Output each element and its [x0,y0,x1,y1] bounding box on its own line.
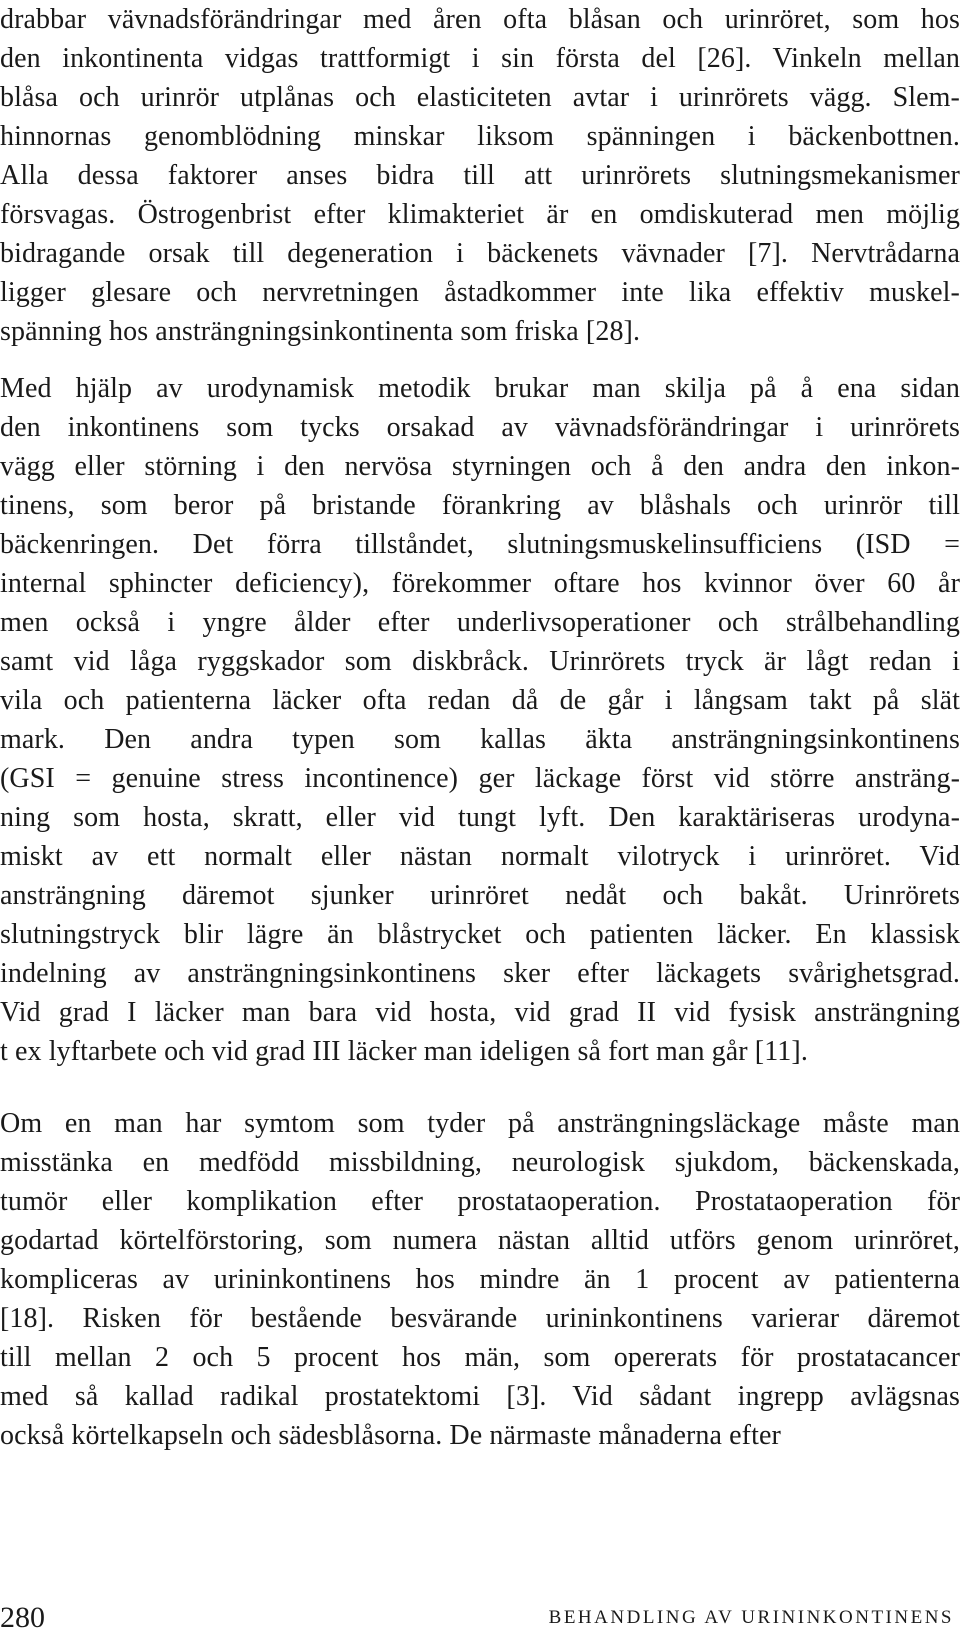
text-line: hinnornas genomblödning minskar liksom spänningen i bäckenbottnen. [0,121,960,152]
text-line: Om en man har symtom som tyder på ansträngningsläckage måste man [0,1108,960,1139]
text-line: indelning av ansträngningsinkontinens sker efter läckagets svårighetsgrad. [0,958,960,989]
text-line: försvagas. Östrogenbrist efter klimakteriet är en omdiskuterad men möjlig [0,199,960,230]
text-line: blåsa och urinrör utplånas och elasticiteten avtar i urinrörets vägg. Slem- [0,82,960,113]
text-line: internal sphincter deficiency), förekommer oftare hos kvinnor över 60 år [0,568,960,599]
text-line: t ex lyftarbete och vid grad III läcker man ideligen så fort man går [11]. [0,1036,808,1067]
text-line: men också i yngre ålder efter underlivsoperationer och strålbehandling [0,607,960,638]
paragraph-1 [0,0,960,351]
paragraph-3 [0,1104,960,1455]
text-line: den inkontinenta vidgas trattformigt i sin första del [26]. Vinkeln mellan [0,43,960,74]
text-line: misstänka en medfödd missbildning, neurologisk sjukdom, bäckenskada, [0,1147,960,1178]
text-line: (GSI = genuine stress incontinence) ger läckage först vid större ansträng- [0,763,960,794]
paragraph-2 [0,369,960,1071]
text-line: ning som hosta, skratt, eller vid tungt lyft. Den karaktäriseras urodyna- [0,802,960,833]
text-line: Vid grad I läcker man bara vid hosta, vid grad II vid fysisk ansträngning [0,997,960,1028]
text-line: tinens, som beror på bristande förankring av blåshals och urinrör till [0,490,960,521]
running-title: BEHANDLING AV URININKONTINENS [548,1607,954,1628]
text-line: också körtelkapseln och sädesblåsorna. De närmaste månaderna efter [0,1420,781,1451]
text-line: bidragande orsak till degeneration i bäckenets vävnader [7]. Nervtrådarna [0,238,960,269]
text-line: tumör eller komplikation efter prostataoperation. Prostataoperation för [0,1186,960,1217]
text-line: ansträngning däremot sjunker urinröret nedåt och bakåt. Urinrörets [0,880,960,911]
text-line: miskt av ett normalt eller nästan normalt vilotryck i urinröret. Vid [0,841,960,872]
text-line: kompliceras av urininkontinens hos mindre än 1 procent av patienterna [0,1264,960,1295]
text-line: Alla dessa faktorer anses bidra till att urinrörets slutningsmekanismer [0,160,960,191]
text-line: godartad körtelförstoring, som numera nästan alltid utförs genom urinröret, [0,1225,960,1256]
text-line: spänning hos ansträngningsinkontinenta som friska [28]. [0,316,641,347]
page-number: 280 [0,1601,45,1634]
text-line: mark. Den andra typen som kallas äkta ansträngningsinkontinens [0,724,960,755]
text-line: vila och patienterna läcker ofta redan då de går i långsam takt på slät [0,685,960,716]
text-line: drabbar vävnadsförändringar med åren ofta blåsan och urinröret, som hos [0,4,960,35]
text-line: till mellan 2 och 5 procent hos män, som opererats för prostatacancer [0,1342,960,1373]
text-line: Med hjälp av urodynamisk metodik brukar man skilja på å ena sidan [0,373,960,404]
text-line: samt vid låga ryggskador som diskbråck. Urinrörets tryck är lågt redan i [0,646,960,677]
text-line: [18]. Risken för bestående besvärande urininkontinens varierar däremot [0,1303,960,1334]
text-line: slutningstryck blir lägre än blåstrycket och patienten läcker. En klassisk [0,919,960,950]
text-line: med så kallad radikal prostatektomi [3]. Vid sådant ingrepp avlägsnas [0,1381,960,1412]
text-line: den inkontinens som tycks orsakad av vävnadsförändringar i urinrörets [0,412,960,443]
text-line: bäckenringen. Det förra tillståndet, slutningsmuskelinsufficiens (ISD = [0,529,960,560]
text-line: vägg eller störning i den nervösa styrningen och å den andra den inkon- [0,451,960,482]
text-line: ligger glesare och nervretningen åstadkommer inte lika effektiv muskel- [0,277,960,308]
